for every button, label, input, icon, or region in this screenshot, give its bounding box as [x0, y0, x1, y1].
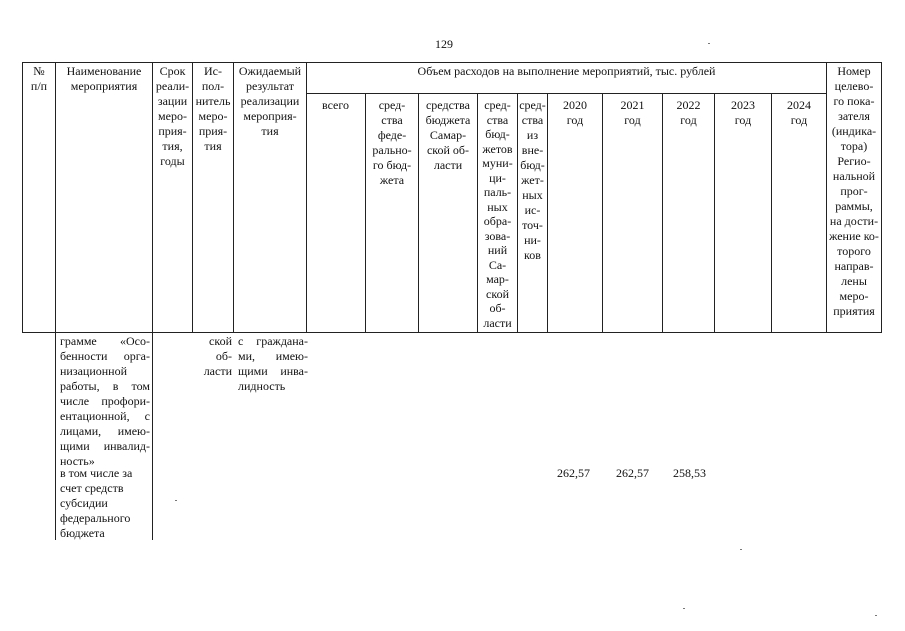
- header-result-5: тия: [261, 124, 279, 138]
- header-year-2024-label: год: [790, 113, 808, 127]
- row-name-line-4: работы, в том: [60, 379, 150, 393]
- header-municipal-4: жетов: [482, 141, 513, 156]
- header-municipal-11: ний: [487, 243, 508, 257]
- header-municipal-2: ства: [486, 112, 509, 127]
- row-result-line-3: щими инва-: [238, 364, 308, 378]
- row-name-line-7: лицами, имею-: [60, 424, 150, 438]
- row-result-line-4: лидность: [238, 379, 286, 393]
- header-federal-5: го бюд-: [372, 158, 412, 172]
- header-extrabudget-1: сред-: [519, 98, 546, 112]
- value-2022: 258,53: [673, 466, 706, 480]
- header-regional-2: бюджета: [425, 113, 471, 127]
- row-sub-line-4: федерального: [60, 511, 131, 525]
- header-exec-2: пол-: [201, 79, 225, 93]
- header-indicator-6: тора): [840, 139, 868, 153]
- header-term-4: меро-: [158, 109, 187, 123]
- header-municipal-10: зова-: [484, 228, 511, 243]
- row-result-line-2: ми, имею-: [238, 349, 308, 363]
- header-number-2: п/п: [30, 79, 48, 93]
- header-municipal-15: об-: [489, 301, 506, 315]
- header-year-2024: 2024: [787, 98, 811, 112]
- header-extrabudget-11: ков: [524, 248, 541, 262]
- header-result-3: реализации: [240, 94, 300, 108]
- header-extrabudget-8: ис-: [524, 203, 541, 217]
- header-exec-1: Ис-: [204, 64, 222, 78]
- header-municipal-14: ской: [486, 286, 509, 301]
- header-indicator-2: целево-: [834, 79, 874, 93]
- scan-mark: [708, 43, 710, 44]
- row-sub-line-2: счет средств: [60, 481, 124, 495]
- header-municipal-8: ных: [487, 199, 508, 214]
- header-extrabudget-4: вне-: [521, 143, 544, 157]
- header-total: всего: [321, 98, 350, 112]
- header-term-2: реали-: [155, 79, 190, 93]
- header-volume: Объем расходов на выполнение мероприятий, тыс. рублей: [417, 64, 716, 78]
- header-year-2021: 2021: [620, 98, 645, 112]
- value-2021: 262,57: [616, 466, 649, 480]
- header-result-2: результат: [245, 79, 295, 93]
- header-year-2023: 2023: [731, 98, 755, 112]
- header-year-2023-label: год: [734, 113, 752, 127]
- header-extrabudget-3: из: [526, 128, 539, 142]
- header-exec-3: нитель: [195, 94, 231, 108]
- header-result-4: мероприя-: [243, 109, 297, 123]
- scan-mark: [740, 549, 742, 550]
- header-municipal-1: сред-: [484, 98, 511, 112]
- header-extrabudget-9: точ-: [522, 218, 543, 232]
- scan-mark: [875, 615, 877, 616]
- header-result-1: Ожидаемый: [238, 64, 302, 78]
- header-name-1: Наименование: [66, 64, 142, 78]
- header-municipal-16: ласти: [483, 315, 512, 330]
- scan-mark: [175, 500, 177, 501]
- header-extrabudget-7: ных: [522, 188, 543, 202]
- header-term-5: прия-: [158, 124, 187, 138]
- header-indicator-14: направ-: [834, 259, 874, 273]
- header-municipal-12: Са-: [488, 257, 507, 272]
- header-number-1: №: [33, 64, 45, 78]
- header-year-2020: 2020: [563, 98, 587, 112]
- header-indicator-12: жение ко-: [829, 229, 879, 243]
- header-federal-6: жета: [379, 173, 405, 187]
- header-indicator-17: приятия: [833, 304, 875, 318]
- header-name-2: мероприятия: [70, 79, 138, 93]
- header-indicator-13: торого: [837, 244, 871, 258]
- row-exec-line-1: ской: [209, 334, 232, 348]
- row-exec-line-2: об-: [215, 349, 232, 363]
- row-result-line-1: с граждана-: [238, 334, 308, 348]
- row-name-line-9: ность»: [60, 454, 95, 468]
- header-extrabudget-2: ства: [521, 113, 544, 127]
- header-municipal-5: муни-: [482, 156, 513, 170]
- header-exec-5: прия-: [198, 124, 228, 138]
- header-exec-4: меро-: [198, 109, 228, 123]
- header-indicator-1: Номер: [837, 64, 871, 78]
- header-extrabudget-6: жет-: [521, 173, 544, 187]
- header-indicator-15: лены: [841, 274, 867, 288]
- header-indicator-4: зателя: [838, 109, 870, 123]
- header-year-2021-label: год: [624, 113, 641, 127]
- row-name-line-1: грамме «Осо-: [60, 334, 150, 348]
- header-municipal-6: ци-: [489, 170, 506, 185]
- value-2020: 262,57: [557, 466, 590, 480]
- header-regional-1: средства: [425, 98, 470, 112]
- header-term-1: Срок: [159, 64, 186, 78]
- header-municipal-13: мар-: [486, 272, 509, 286]
- header-indicator-11: на дости-: [829, 214, 879, 228]
- header-federal-1: сред-: [378, 98, 406, 112]
- row-name-line-2: бенности орга-: [60, 349, 150, 363]
- header-indicator-16: меро-: [839, 289, 869, 303]
- header-year-2022-label: год: [680, 113, 697, 127]
- header-regional-3: Самар-: [429, 128, 467, 142]
- row-sub-line-1: в том числе за: [60, 466, 133, 480]
- header-extrabudget-5: бюд-: [520, 158, 545, 172]
- header-indicator-5: (индика-: [831, 124, 877, 138]
- row-exec-line-3: ласти: [203, 364, 232, 378]
- header-municipal-7: паль-: [483, 185, 512, 199]
- header-indicator-9: прог-: [840, 184, 868, 198]
- header-indicator-3: го пока-: [833, 94, 875, 108]
- row-name-line-6: ентационной, с: [60, 409, 150, 423]
- header-term-7: годы: [160, 154, 185, 168]
- header-extrabudget-10: ни-: [524, 233, 541, 247]
- header-term-6: тия,: [162, 139, 183, 153]
- header-indicator-7: Регио-: [837, 154, 871, 168]
- header-term-3: зации: [157, 94, 188, 108]
- header-year-2020-label: год: [566, 113, 584, 127]
- scan-mark: [683, 608, 685, 609]
- header-indicator-8: нальной: [832, 169, 876, 183]
- header-municipal-3: бюд-: [485, 127, 510, 141]
- header-regional-5: ласти: [433, 158, 463, 172]
- header-municipal-9: обра-: [483, 214, 512, 228]
- header-exec-6: тия: [204, 139, 222, 153]
- row-name-line-8: щими инвалид-: [60, 439, 150, 453]
- row-sub-line-3: субсидии: [60, 496, 108, 510]
- header-federal-2: ства: [381, 113, 403, 127]
- header-indicator-10: раммы,: [835, 199, 873, 213]
- row-name-line-3: низационной: [60, 364, 128, 378]
- row-sub-line-5: бюджета: [60, 526, 105, 540]
- page-number: 129: [435, 37, 453, 51]
- header-regional-4: ской об-: [426, 143, 470, 157]
- header-year-2022: 2022: [676, 98, 701, 112]
- header-federal-4: рально-: [372, 143, 412, 157]
- header-federal-3: феде-: [377, 128, 407, 142]
- row-name-line-5: числе профори-: [60, 394, 150, 408]
